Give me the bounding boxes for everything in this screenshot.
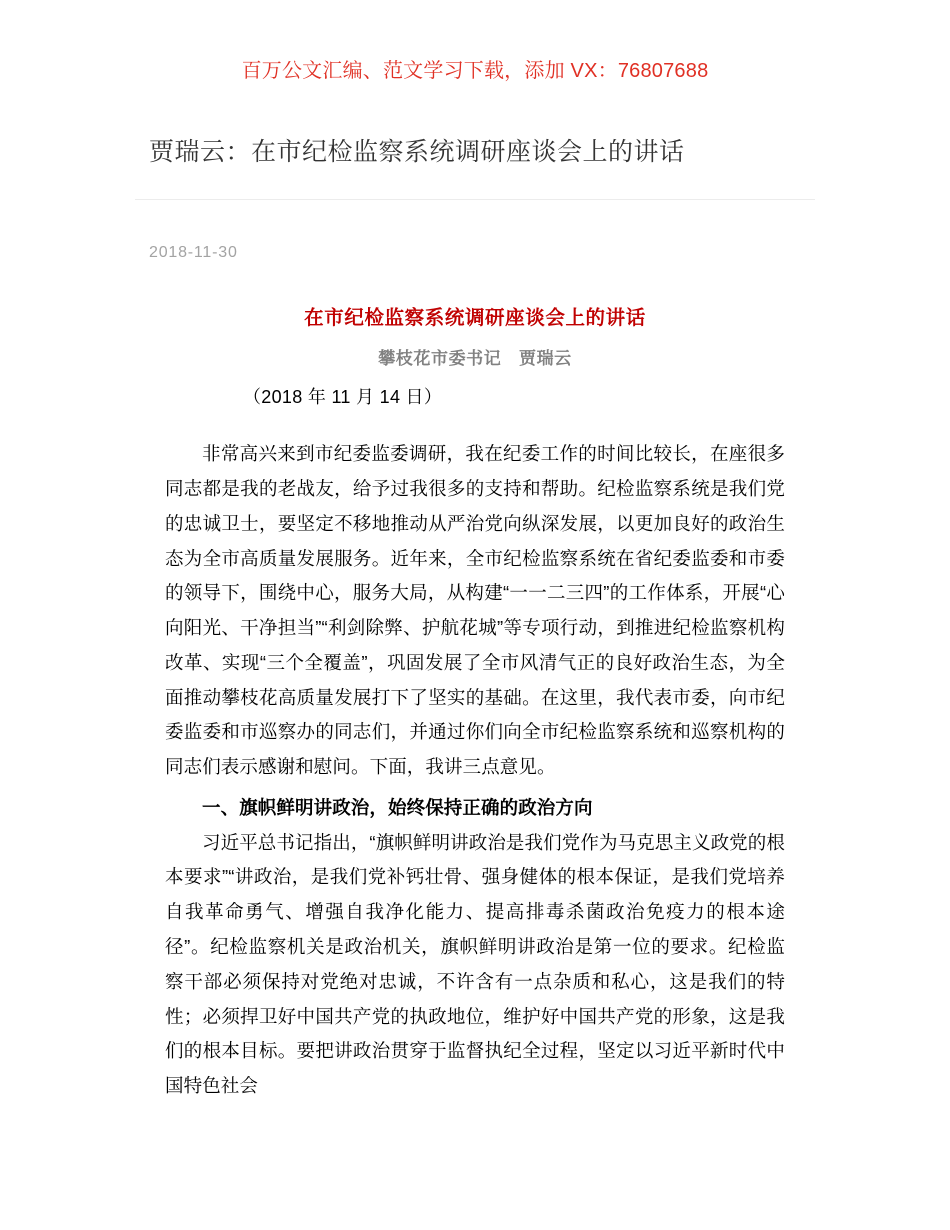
- body-paragraph: 非常高兴来到市纪委监委调研，我在纪委工作的时间比较长，在座很多同志都是我的老战友，给予过我很多的支持和帮助。纪检监察系统是我们党的忠诚卫士，要坚定不移地推动从严治党向纵深发展，以更加良好的政治生态为全市高质量发展服务。近年来，全市纪检监察系统在省纪委监委和市委的领导下，围绕中心，服务大局，从构建“一一二三四”的工作体系，开展“心向阳光、干净担当”“利剑除弊、护航花城”等专项行动，到推进纪检监察机构改革、实现“三个全覆盖”，巩固发展了全市风清气正的良好政治生态，为全面推动攀枝花高质量发展打下了坚实的基础。在这里，我代表市委，向市纪委监委和市巡察办的同志们，并通过你们向全市纪检监察系统和巡察机构的同志们表示感谢和慰问。下面，我讲三点意见。: [165, 443, 785, 778]
- speech-title: 在市纪检监察系统调研座谈会上的讲话: [304, 306, 646, 329]
- body-paragraph: 习近平总书记指出，“旗帜鲜明讲政治是我们党作为马克思主义政党的根本要求”“讲政治，是我们党补钙壮骨、强身健体的根本保证，是我们党培养自我革命勇气、增强自我净化能力、提高排毒杀菌政治免疫力的根本途径”。纪检监察机关是政治机关，旗帜鲜明讲政治是第一位的要求。纪检监察干部必须保持对党绝对忠诚，不许含有一点杂质和私心，这是我们的特性；必须捍卫好中国共产党的执政地位，维护好中国共产党的形象，这是我们的根本目标。要把讲政治贯穿于监督执纪全过程，坚定以习近平新时代中国特色社会: [165, 831, 785, 1097]
- article-header: [135, 84, 815, 262]
- document-body: [165, 262, 785, 1104]
- article-publish-date: 2018-11-30: [149, 243, 238, 261]
- promo-banner: 百万公文汇编、范文学习下载，添加 VX：76807688: [241, 60, 709, 82]
- section-heading-one: 一、旗帜鲜明讲政治，始终保持正确的政治方向: [202, 796, 593, 818]
- speech-dateline: （2018 年 11 月 14 日）: [243, 387, 443, 408]
- page-title: 贾瑞云：在市纪检监察系统调研座谈会上的讲话: [149, 138, 685, 166]
- speech-byline: 攀枝花市委书记 贾瑞云: [378, 348, 572, 368]
